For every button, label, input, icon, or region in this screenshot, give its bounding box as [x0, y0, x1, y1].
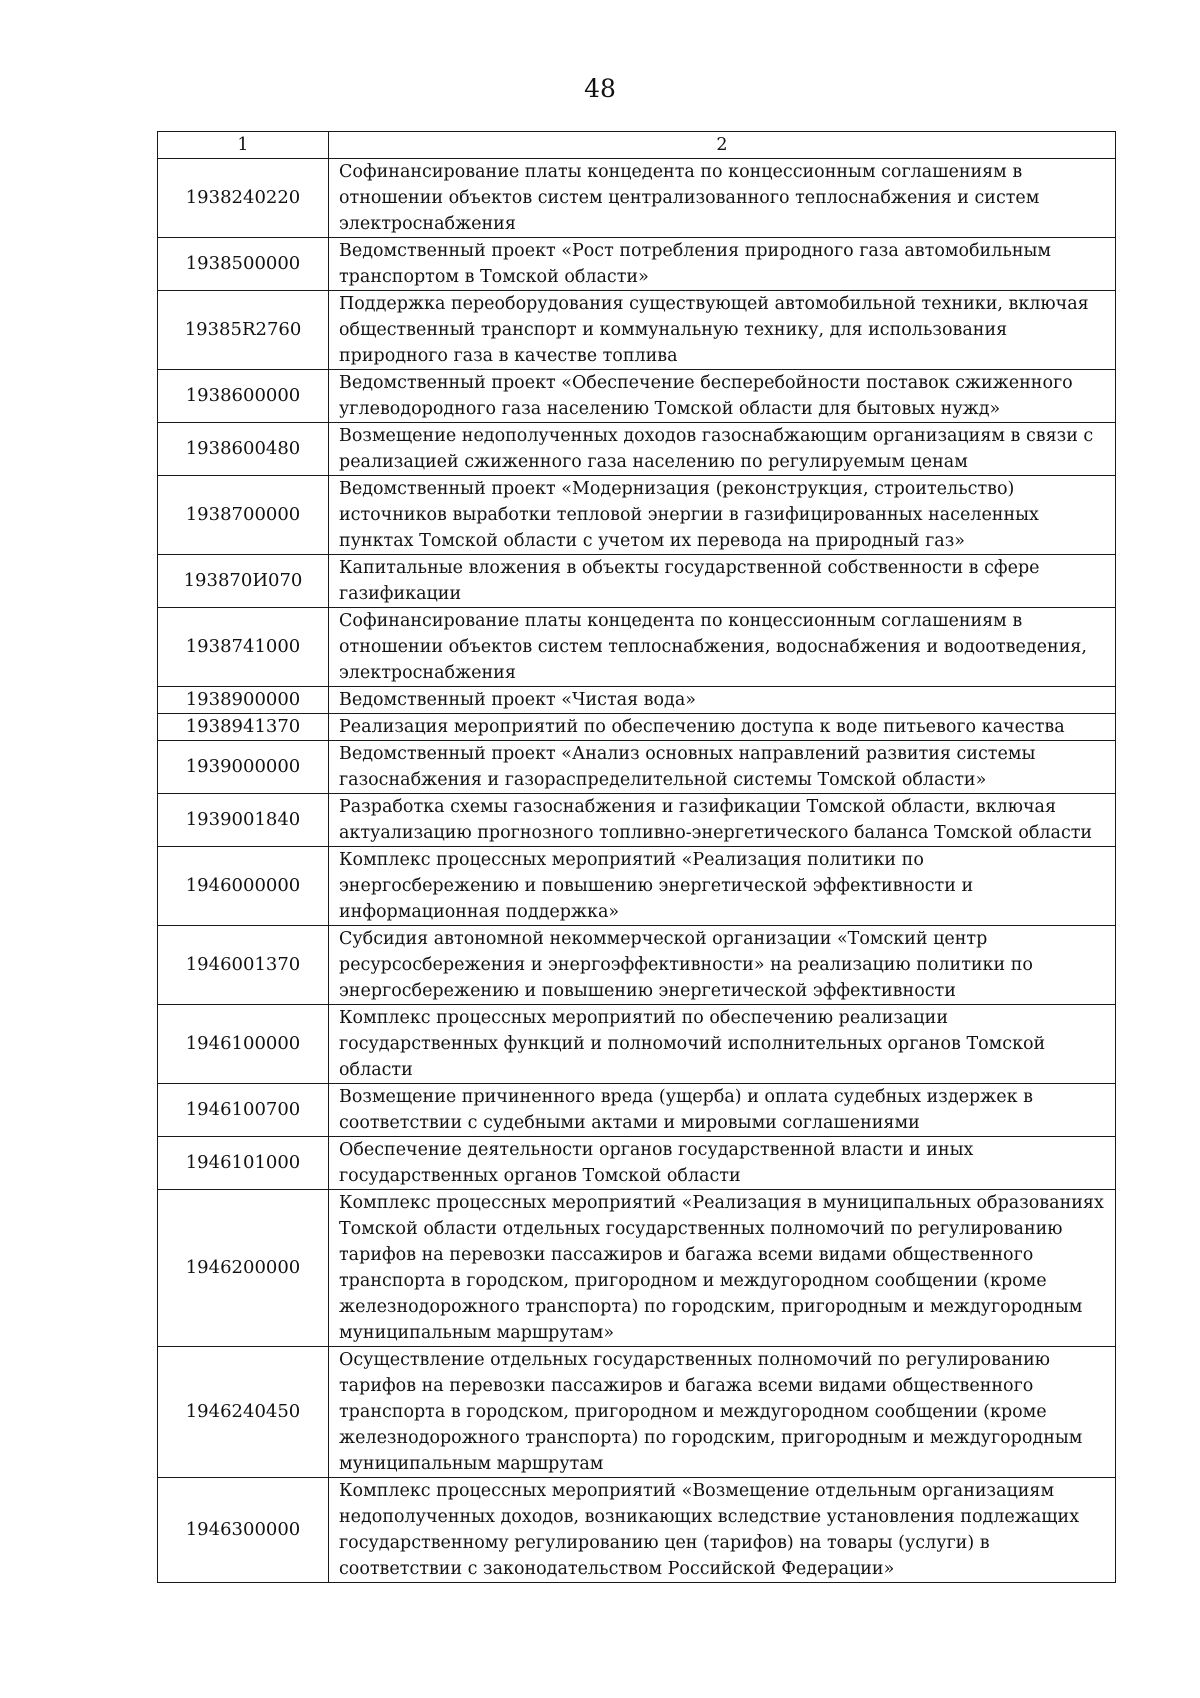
item-description: Комплекс процессных мероприятий «Реализация политики по энергосбережению и повышению энергетической эффективности и информационная поддержка» [329, 847, 1116, 926]
table-row [158, 1347, 1116, 1478]
table-row [158, 1005, 1116, 1084]
item-description: Обеспечение деятельности органов государственной власти и иных государственных органов Томской области [329, 1137, 1116, 1190]
classification-code: 1939000000 [158, 741, 329, 794]
classification-code: 1946100700 [158, 1084, 329, 1137]
classification-code: 1938500000 [158, 238, 329, 291]
classification-code: 1946001370 [158, 926, 329, 1005]
table-row [158, 476, 1116, 555]
item-description: Капитальные вложения в объекты государственной собственности в сфере газификации [329, 555, 1116, 608]
table-row [158, 159, 1116, 238]
column-header-1: 1 [158, 132, 329, 159]
item-description: Возмещение причиненного вреда (ущерба) и оплата судебных издержек в соответствии с судебными актами и мировыми соглашениями [329, 1084, 1116, 1137]
item-description: Комплекс процессных мероприятий по обеспечению реализации государственных функций и полномочий исполнительных органов Томской области [329, 1005, 1116, 1084]
classification-code: 1938900000 [158, 687, 329, 714]
item-description: Ведомственный проект «Рост потребления природного газа автомобильным транспортом в Томской области» [329, 238, 1116, 291]
item-description: Поддержка переоборудования существующей автомобильной техники, включая общественный транспорт и коммунальную технику, для использования природного газа в качестве топлива [329, 291, 1116, 370]
item-description: Софинансирование платы концедента по концессионным соглашениям в отношении объектов систем централизованного теплоснабжения и систем электроснабжения [329, 159, 1116, 238]
table-row [158, 370, 1116, 423]
item-description: Ведомственный проект «Обеспечение бесперебойности поставок сжиженного углеводородного газа населению Томской области для бытовых нужд» [329, 370, 1116, 423]
item-description: Возмещение недополученных доходов газоснабжающим организациям в связи с реализацией сжиженного газа населению по регулируемым ценам [329, 423, 1116, 476]
item-description: Ведомственный проект «Анализ основных направлений развития системы газоснабжения и газораспределительной системы Томской области» [329, 741, 1116, 794]
classification-code: 1946300000 [158, 1478, 329, 1583]
table-row [158, 1084, 1116, 1137]
classification-code: 1946100000 [158, 1005, 329, 1084]
table-row [158, 1137, 1116, 1190]
classification-code: 1938741000 [158, 608, 329, 687]
table-row [158, 794, 1116, 847]
table-row [158, 1190, 1116, 1347]
classification-code: 1938240220 [158, 159, 329, 238]
classification-code: 1938600000 [158, 370, 329, 423]
table-header-row [158, 132, 1116, 159]
budget-codes-table [157, 131, 1116, 1583]
table-row [158, 926, 1116, 1005]
classification-code: 1938600480 [158, 423, 329, 476]
item-description: Реализация мероприятий по обеспечению доступа к воде питьевого качества [329, 714, 1116, 741]
table-row [158, 555, 1116, 608]
item-description: Субсидия автономной некоммерческой организации «Томский центр ресурсосбережения и энергоэффективности» на реализацию политики по энергосбережению и повышению энергетической эффективности [329, 926, 1116, 1005]
classification-code: 1946000000 [158, 847, 329, 926]
classification-code: 1946240450 [158, 1347, 329, 1478]
item-description: Комплекс процессных мероприятий «Возмещение отдельным организациям недополученных доходов, возникающих вследствие установления подлежащих государственному регулированию цен (тарифов) на товары (услуги) в соответствии с законодательством Российской Федерации» [329, 1478, 1116, 1583]
table-row [158, 423, 1116, 476]
classification-code: 1939001840 [158, 794, 329, 847]
classification-code: 1946101000 [158, 1137, 329, 1190]
classification-code: 19385R2760 [158, 291, 329, 370]
item-description: Осуществление отдельных государственных полномочий по регулированию тарифов на перевозки пассажиров и багажа всеми видами общественного транспорта в городском, пригородном и междугородном сообщении (кроме железнодорожного транспорта) по городским, пригородным и междугородным муниципальным маршрутам [329, 1347, 1116, 1478]
item-description: Ведомственный проект «Модернизация (реконструкция, строительство) источников выработки тепловой энергии в газифицированных населенных пунктах Томской области с учетом их перевода на природный газ» [329, 476, 1116, 555]
item-description: Разработка схемы газоснабжения и газификации Томской области, включая актуализацию прогнозного топливно-энергетического баланса Томской области [329, 794, 1116, 847]
table-row [158, 608, 1116, 687]
item-description: Ведомственный проект «Чистая вода» [329, 687, 1116, 714]
table-row [158, 714, 1116, 741]
table-row [158, 291, 1116, 370]
classification-code: 1938700000 [158, 476, 329, 555]
item-description: Комплекс процессных мероприятий «Реализация в муниципальных образованиях Томской области отдельных государственных полномочий по регулированию тарифов на перевозки пассажиров и багажа всеми видами общественного транспорта в городском, пригородном и междугородном сообщении (кроме железнодорожного транспорта) по городским, пригородным и междугородным муниципальным маршрутам» [329, 1190, 1116, 1347]
item-description: Софинансирование платы концедента по концессионным соглашениям в отношении объектов систем теплоснабжения, водоснабжения и водоотведения, электроснабжения [329, 608, 1116, 687]
table-row [158, 238, 1116, 291]
page-number: 48 [584, 74, 616, 103]
classification-code: 1946200000 [158, 1190, 329, 1347]
column-header-2: 2 [329, 132, 1116, 159]
table-row [158, 1478, 1116, 1583]
table-row [158, 687, 1116, 714]
table-row [158, 741, 1116, 794]
table-row [158, 847, 1116, 926]
classification-code: 1938941370 [158, 714, 329, 741]
table-body [158, 159, 1116, 1583]
classification-code: 193870И070 [158, 555, 329, 608]
